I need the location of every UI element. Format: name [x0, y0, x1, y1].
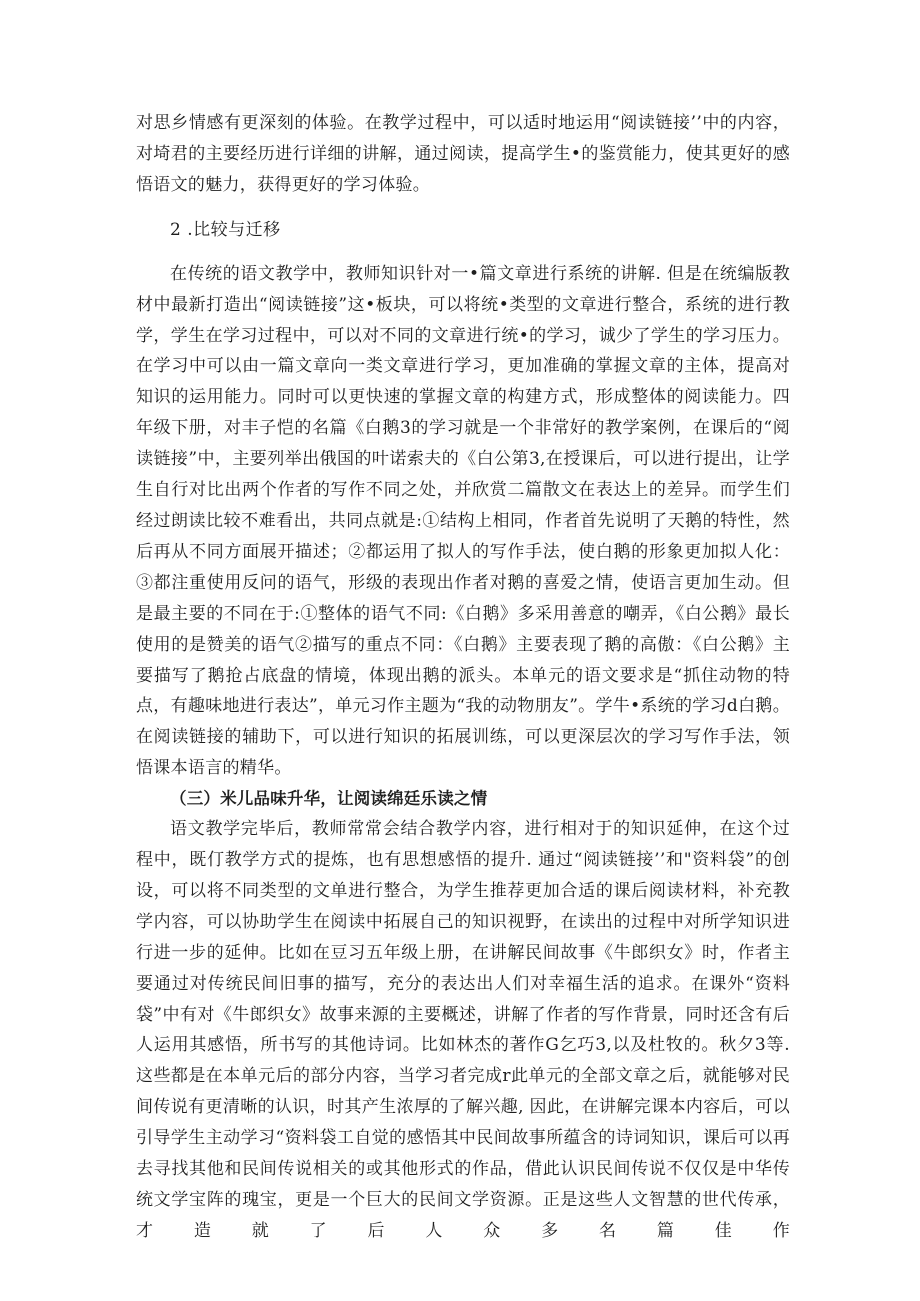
paragraph-knowledge-extension: 语文教学完毕后，教师常常会结合教学内容，进行相对于的知识延伸，在这个过程中，既仃教学方式的提炼，也有思想感悟的提升. 通过“阅读链接’’和"资料袋”的创设，可以将不同类型的文单进行整合，为学生推荐更加合适的课后阅读材料，补充教学内容，可以协助学生在阅读中拓展自己的知识视野，在读出的过程中对所学知识进行进一步的延伸。比如在豆习五年级上册，在讲解民间故事《牛郎织女》时，作者主要通过对传统民间旧事的描写，充分的表达出人们对幸福生活的追求。在课外“资料袋”中有对《牛郎织女》故事来源的主要概述，讲解了作者的写作背景，同时还含有后人运用其感悟，所书写的其他诗词。比如林杰的著作G乞巧3,以及杜牧的。秋夕3等. 这些都是在本单元后的部分内容，当学习者完成r此单元的全部文章之后，就能够对民间传说有更清晰的认识，时其产生浓厚的了解兴趣, 因此，在讲解完课本内容后，可以引导学生主动学习“资料袋工自觉的感悟其中民间故事所蕴含的诗词知识，课后可以再去寻找其他和民间传说相关的或其他形式的作品，借此认识民间传说不仅仅是中华传统文学宝阵的瑰宝，更是一个巨大的民间文学资源。正是这些人文智慧的世代传承，才造就了后人众多名篇佳作	[136, 819, 790, 1241]
paragraph-compare-transfer: 在传统的语文教学中，教师知识针对一•篇文章进行系统的讲解. 但是在统编版教材中最新打造出“阅读链接”这•板块，可以将统•类型的文章进行整合，系统的进行教学，学生在学习过程中，可以对不同的文章进行统•的学习，诚少了学生的学习压力。在学习中可以由一篇文章向一类文章进行学习，更加准确的掌握文章的主体，提高对知识的运用能力。同时可以更快速的掌握文章的构建方式，形成整体的阅读能力。四年级下册，对丰子恺的名篇《白鹅3的学习就是一个非常好的教学案例，在课后的“阅读链接”中，主要列举出俄国的叶诺索夫的《白公第3,在授课后，可以进行提出，让学生自行对比出两个作者的写作不同之处，并欣赏二篇散文在表达上的差异。而学生们经过朗读比较不难看出，共同点就是:①结构上相同，作者首先说明了天鹅的特性，然后再从不同方面展开描述；②都运用了拟人的写作手法，使白鹅的形象更加拟人化：③都注重使用反问的语气，形级的表现出作者对鹅的喜爱之情，使语言更加生动。但是最主要的不同在于:①整体的语气不同:《白鹅》多采用善意的嘲弄，《白公鹅》最长使用的是赞美的语气②描写的重点不同：《白鹅》主要表现了鹅的高傲：《白公鹅》主要描写了鹅抢占底盘的情境，体现出鹅的派头。本单元的语文要求是“抓住动物的特点，有趣味地进行表达”，单元习作主题为“我的动物朋友”。学牛•系统的学习d白鹅。在阅读链接的辅助下，可以进行知识的拓展训练，可以更深层次的学习写作手法，领悟课本语言的精华。	[136, 263, 790, 779]
document-body	[136, 108, 790, 1247]
paragraph-reading-link-intro: 对思乡情感有更深刻的体验。在教学过程中，可以适时地运用“阅读链接’’中的内容，对埼君的主要经历进行详细的讲解，通过阅读，提高学生•的鉴赏能力，使其更好的感悟语文的魅力，获得更好的学习体验。	[136, 113, 790, 195]
section-heading-three: （三）米儿品味升华，让阅读绵廷乐读之情	[170, 789, 488, 809]
section-heading-compare-transfer: 2 .比较与迁移	[170, 219, 281, 240]
